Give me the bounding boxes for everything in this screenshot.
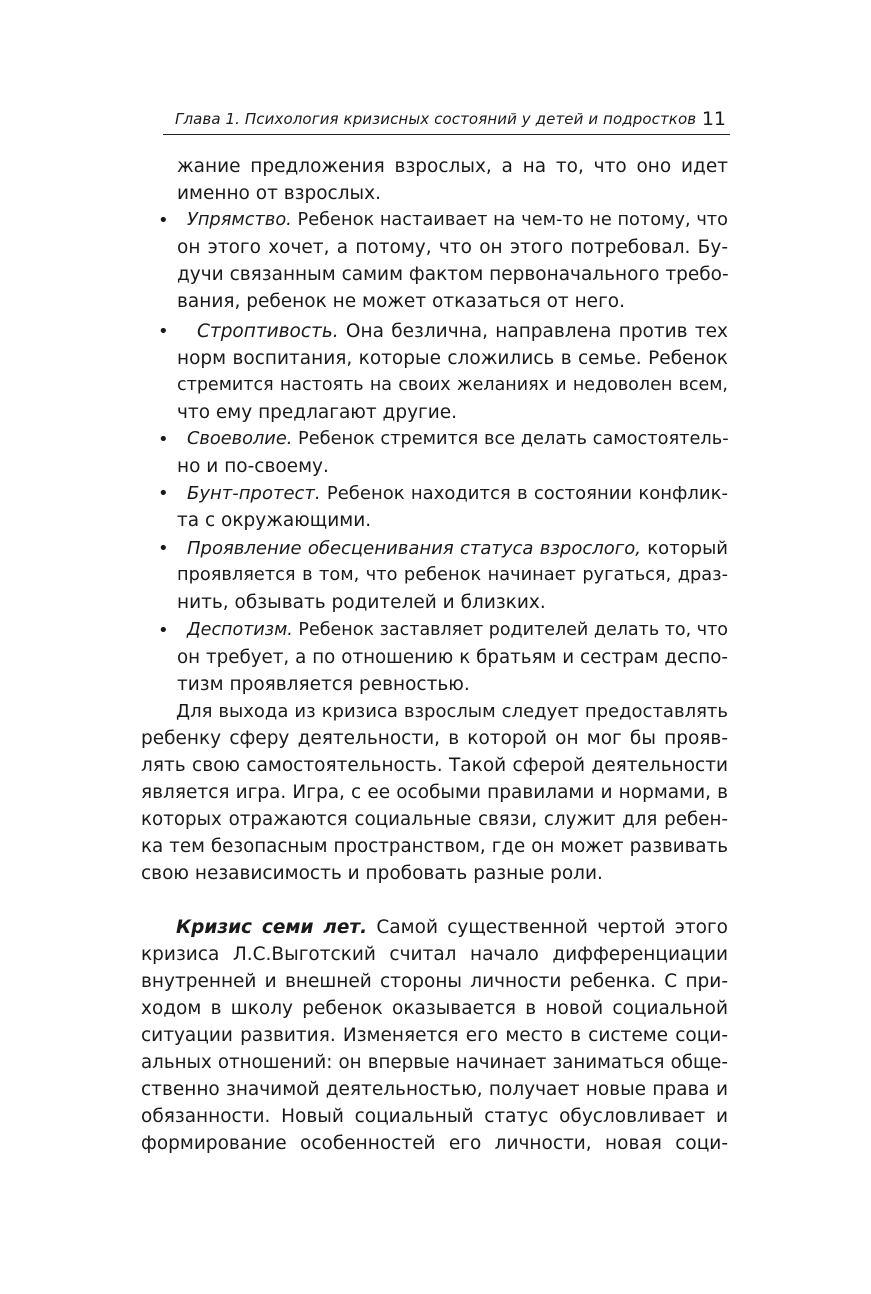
text-line: та с окружающими.	[177, 510, 372, 531]
paragraph-line: формирование особенностей его личности, новая соци-	[141, 1133, 728, 1154]
list-item-despotizm: Деспотизм. Ребенок заставляет родителей делать то, что	[187, 620, 728, 640]
text-line: норм воспитания, которые сложились в семье. Ребенок	[177, 348, 728, 369]
paragraph-line: внутренней и внешней стороны личности ребенка. С при-	[141, 971, 728, 992]
list-item-upryamstvo: Упрямство. Ребенок настаивает на чем-то не потому, что	[187, 210, 728, 230]
chapter-title: Глава 1. Психология кризисных состояний у детей и подростков	[175, 110, 697, 128]
list-item-svoevolie: Своеволие. Ребенок стремится все делать самостоятель-	[187, 429, 729, 449]
paragraph-line: свою независимость и пробовать разные роли.	[141, 863, 603, 884]
list-item-obescenivanie: Проявление обесценивания статуса взрослого, который	[187, 538, 728, 559]
bullet-marker: •	[158, 210, 169, 231]
paragraph-line: ребенку сферу деятельности, в которой он мог бы прояв-	[141, 728, 728, 749]
list-item-bunt-protest: Бунт-протест. Ребенок находится в состоянии конфлик-	[187, 483, 728, 504]
text-line: но и по-своему.	[177, 456, 329, 477]
paragraph-line: обязанности. Новый социальный статус обусловливает и	[141, 1106, 728, 1127]
paragraph-line: ситуации развития. Изменяется его место в системе соци-	[141, 1025, 728, 1046]
page-number: 11	[701, 108, 726, 130]
paragraph-line: является игра. Игра, с ее особыми правилами и нормами, в	[141, 782, 728, 803]
text-line: стремится настоять на своих желаниях и недоволен всем,	[177, 375, 728, 395]
paragraph-line: Для выхода из кризиса взрослым следует предоставлять	[176, 701, 728, 722]
paragraph-line: которых отражаются социальные связи, служит для ребен-	[141, 809, 728, 830]
running-header	[163, 108, 730, 135]
text-line: он этого хочет, а потому, что он этого потребовал. Бу-	[177, 237, 728, 258]
bullet-marker: •	[158, 321, 169, 342]
bullet-marker: •	[158, 429, 169, 450]
text-line: жание предложения взрослых, а на то, что оно идет	[177, 156, 728, 177]
paragraph-line: альных отношений: он впервые начинает заниматься обще-	[141, 1052, 728, 1073]
paragraph-line: ка тем безопасным пространством, где он может развивать	[141, 836, 728, 857]
section-heading: Кризис семи лет.	[176, 917, 368, 938]
paragraph-line: кризиса Л.С.Выготский считал начало дифференциации	[141, 944, 728, 965]
list-item-stroptivost: Строптивость. Она безлична, направлена против тех	[197, 321, 728, 342]
section-crisis-seven-years: Кризис семи лет. Самой существенной чертой этого	[176, 917, 728, 938]
text-line: он требует, а по отношению к братьям и сестрам деспо-	[177, 647, 728, 668]
text-line: нить, обзывать родителей и близких.	[177, 592, 546, 613]
bullet-marker: •	[158, 620, 169, 641]
paragraph-line: ходом в школу ребенок оказывается в новой социальной	[141, 998, 728, 1019]
paragraph-line: лять свою самостоятельность. Такой сферой деятельности	[141, 755, 728, 776]
text-line: тизм проявляется ревностью.	[177, 674, 470, 695]
paragraph-line: ственно значимой деятельностью, получает новые права и	[141, 1079, 728, 1100]
text-line: дучи связанным самим фактом первоначального требо-	[177, 264, 729, 285]
text-line: что ему предлагают другие.	[177, 402, 458, 423]
text-line: вания, ребенок не может отказаться от него.	[177, 291, 625, 312]
bullet-marker: •	[158, 538, 169, 559]
text-line: проявляется в том, что ребенок начинает ругаться, драз-	[177, 565, 728, 585]
bullet-marker: •	[158, 483, 169, 504]
text-line: именно от взрослых.	[177, 183, 381, 204]
